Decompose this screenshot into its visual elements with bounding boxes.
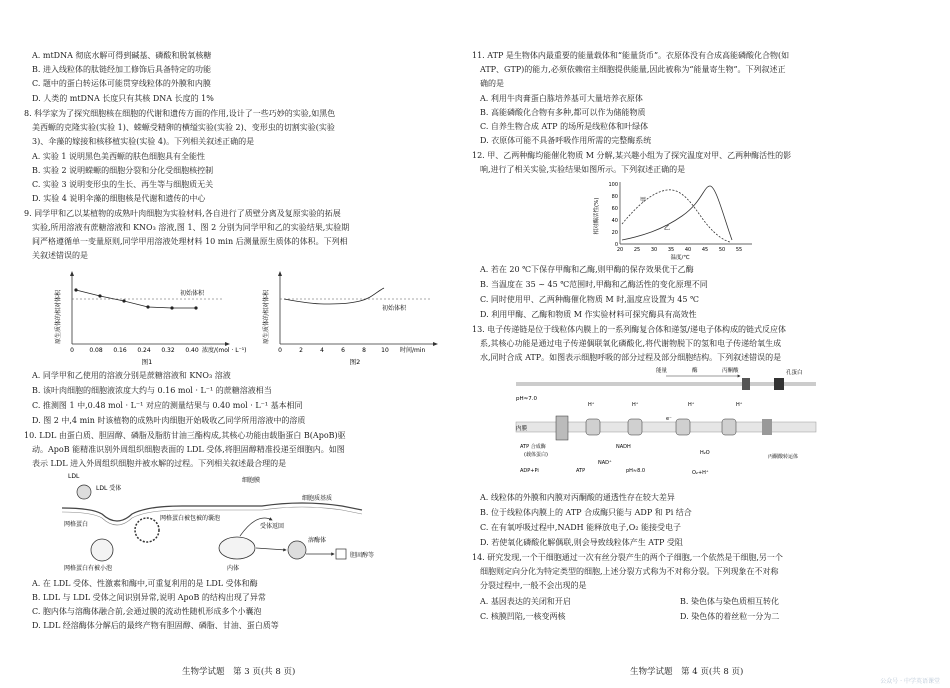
- q10-option-a: A. 在 LDL 受体、性激素和酶中,可重复利用的是 LDL 受体和酶: [32, 579, 258, 588]
- ph-outer-label: pH≈7.0: [516, 396, 537, 402]
- complex-4: [722, 419, 736, 435]
- h2o-label: H₂O: [700, 450, 710, 456]
- q8-stem-line-1: 8. 科学家为了探究细胞核在细胞的代谢和遗传方面的作用,设计了一些巧妙的实验,如黑色: [24, 109, 336, 118]
- q8-option-a: A. 实验 1 说明黑色美西螈的肤色细胞具有全能性: [32, 152, 206, 161]
- enzyme-a-curve: [622, 190, 730, 242]
- enzyme-xtick: 30: [650, 247, 658, 253]
- right-page-footer: 生物学试题 第 4 页(共 8 页): [630, 667, 744, 677]
- q10-stem-line-2: 动。ApoB 能精准识别外周组织细胞表面的 LDL 受体,将胆固醇精准投递至细胞内。如图: [32, 445, 345, 454]
- uncoated-label: 网格蛋白有被小泡: [64, 565, 113, 572]
- fig2-xtick: 6: [341, 347, 345, 354]
- enzyme-ytick: 40: [611, 218, 618, 224]
- q9-option-b: B. 该叶肉细胞的细胞液浓度大约与 0.16 mol · L⁻¹ 的蔗糖溶液相当: [32, 386, 272, 395]
- energy-label: 能量: [656, 368, 668, 374]
- fig2-ref-label: 初始体积: [382, 305, 407, 312]
- q14-option-d: D. 染色体的着丝粒一分为二: [680, 612, 780, 621]
- enzyme-ylabel: 相对酶活性(%): [594, 197, 600, 235]
- q11-stem-line-2: ATP、GTP)的能力,必须依赖宿主细胞提供能量,因此被称为“能量寄生物”。下列叙述正: [480, 65, 786, 74]
- fig1-caption: 图1: [141, 358, 153, 366]
- fig2-ylabel: 原生质体的相对体积: [263, 289, 270, 345]
- vesicle-label: 网格蛋白被包被的囊泡: [160, 515, 221, 522]
- pyruvate-label: 丙酮酸: [722, 368, 739, 374]
- nadh-label: NADH: [616, 444, 631, 450]
- matrix-label: 细胞质基质: [302, 495, 333, 502]
- inner-membrane-label: 内膜: [516, 426, 528, 432]
- fig1-point: [122, 299, 125, 302]
- watermark-text: 公众号 · 中学英语课堂: [880, 678, 940, 685]
- q7-option-a: A. mtDNA 彻底水解可得到碱基、磷酸和脱氧核糖: [32, 51, 212, 60]
- fig1-point: [74, 288, 77, 291]
- h-label: H⁺: [588, 402, 595, 408]
- complex-1: [586, 419, 600, 435]
- q11-option-a: A. 利用牛肉膏蛋白胨培养基可大量培养衣原体: [480, 94, 643, 103]
- q9-option-a: A. 同学甲和乙使用的溶液分别是蔗糖溶液和 KNO₃ 溶液: [32, 371, 231, 380]
- electron-transport-diagram: [516, 364, 866, 488]
- q10-stem-line-3: 表示 LDL 进入外周组织细胞并被水解的过程。下列相关叙述最合理的是: [32, 459, 287, 468]
- complex-2: [628, 419, 642, 435]
- lysosome-label: 溶酶体: [308, 537, 327, 544]
- q12-stem-line-1: 12. 甲、乙两种酶均能催化物质 M 分解,某兴趣小组为了探究温度对甲、乙两种酶活性的影: [472, 151, 792, 160]
- electron-label: e⁻: [666, 416, 672, 422]
- enzyme-xtick: 35: [667, 247, 675, 253]
- fig2-caption: 图2: [349, 358, 361, 366]
- carrier-label: (载体蛋白): [524, 452, 548, 458]
- enzyme-ytick: 100: [608, 182, 618, 188]
- enzyme-xtick: 45: [701, 247, 709, 253]
- q11-stem-line-1: 11. ATP 是生物体内最重要的能量载体和“能量货币”。衣原体没有合成高能磷酸化合物(如: [472, 51, 790, 60]
- outer-membrane: [516, 382, 816, 386]
- enzyme-xlabel: 温度/℃: [670, 255, 690, 261]
- membrane-enzyme: [742, 378, 750, 390]
- q10-option-c: C. 胞内体与溶酶体融合前,会通过膜的流动性随机形成多个小囊泡: [32, 607, 262, 616]
- q10-option-d: D. LDL 经溶酶体分解后的最终产物有胆固醇、磷脂、甘油、蛋白质等: [32, 621, 279, 630]
- fig2-xtick: 2: [299, 347, 303, 354]
- fig2-xtick: 8: [362, 347, 366, 354]
- q13-option-a: A. 线粒体的外膜和内膜对丙酮酸的通透性存在较大差异: [480, 493, 675, 502]
- atp-synthase-label: ATP 合成酶: [520, 444, 546, 450]
- clathrin-label: 网格蛋白: [64, 521, 89, 528]
- fig2-xtick: 10: [381, 347, 389, 354]
- enzyme-ytick: 0: [614, 242, 618, 248]
- q9-stem-line-4: 关叙述错误的是: [32, 251, 88, 260]
- fig1-point: [194, 306, 197, 309]
- lysosome: [288, 541, 306, 559]
- q12-option-d: D. 利用甲酶、乙酶和物质 M 作实验材料可探究酶具有高效性: [480, 310, 697, 319]
- enzyme-ytick: 60: [611, 206, 618, 212]
- pyruvate-transporter: [762, 419, 772, 435]
- enzyme-ytick: 80: [611, 194, 618, 200]
- fig1-ref-label: 初始体积: [180, 290, 205, 297]
- q9-option-c: C. 推测图 1 中,0.48 mol · L⁻¹ 对应的测量结果与 0.40 mol · L⁻¹ 基本相同: [32, 401, 303, 410]
- figure-2-chart: [260, 262, 450, 367]
- ldl-particle: [77, 485, 91, 499]
- nad-label: NAD⁺: [598, 460, 612, 466]
- fig2-xlabel: 时间/min: [400, 347, 426, 354]
- q14-option-b: B. 染色体与染色质相互转化: [680, 597, 779, 606]
- q14-stem-line-3: 分裂过程中,一般不会出现的是: [480, 581, 587, 590]
- fig2-xtick: 4: [320, 347, 324, 354]
- q8-option-d: D. 实验 4 说明伞藻的细胞核是代谢和遗传的中心: [32, 194, 206, 203]
- fig2-curve: [284, 288, 384, 304]
- cholesterol-label: 胆固醇等: [350, 552, 375, 559]
- enzyme-xtick: 25: [633, 247, 641, 253]
- o2-label: O₂+H⁺: [692, 470, 709, 476]
- enzyme-ytick: 20: [611, 230, 618, 236]
- fig1-xtick: 0.40: [185, 347, 199, 354]
- enzyme-xtick: 20: [616, 247, 624, 253]
- right-page-column: [472, 0, 910, 688]
- left-page-column: [24, 0, 462, 688]
- enzyme-b-label: 乙: [664, 225, 671, 232]
- q12-stem-line-2: 响,进行了相关实验,实验结果如图所示。下列叙述正确的是: [480, 165, 686, 174]
- enzyme-label: 酶: [692, 368, 698, 374]
- membrane-label: 细胞膜: [242, 477, 261, 484]
- q12-option-b: B. 当温度在 35 ~ 45 ℃范围时,甲酶和乙酶活性的变化原理不同: [480, 280, 708, 289]
- complex-3: [676, 419, 690, 435]
- fig1-xtick: 0.16: [113, 347, 127, 354]
- q13-stem-line-3: 水,同时合成 ATP。如图表示细胞呼吸的部分过程及部分细胞结构。下列叙述错误的是: [480, 353, 782, 362]
- pyruvate-carrier-label: 丙酮酸转运体: [768, 454, 799, 460]
- q11-option-d: D. 衣原体可能不具备呼吸作用所需的完整酶系统: [480, 136, 652, 145]
- h-label: H⁺: [736, 402, 743, 408]
- q9-stem-line-2: 实验,所用溶液有蔗糖溶液和 KNO₃ 溶液,图 1、图 2 分别为同学甲和乙的实验结果,实验期: [32, 223, 350, 232]
- atp-synthase: [556, 416, 568, 440]
- ldl-endocytosis-diagram: [62, 470, 402, 575]
- fig2-xtick: 0: [278, 347, 282, 354]
- q13-option-d: D. 若使氧化磷酸化解偶联,则会导致线粒体产生 ATP 受阻: [480, 538, 683, 547]
- q8-stem-line-2: 美西螈的克隆实验(实验 1)、蝾螈受精卵的横缢实验(实验 2)、变形虫的切割实验(实验: [32, 123, 335, 132]
- q14-option-c: C. 核膜凹陷,一核变两核: [480, 612, 566, 621]
- h-label: H⁺: [632, 402, 639, 408]
- fig1-point: [98, 294, 101, 297]
- uncoated-vesicle: [91, 539, 113, 561]
- adp-label: ADP+Pi: [520, 468, 539, 474]
- q7-option-c: C. 题中的蛋白转运体可能贯穿线粒体的外膜和内膜: [32, 79, 211, 88]
- ph-matrix-label: pH≈8.0: [626, 468, 646, 474]
- atp-label: ATP: [576, 468, 586, 474]
- fig1-ylabel: 原生质体的相对体积: [55, 289, 62, 345]
- q11-option-b: B. 高能磷酸化合物有多种,都可以作为储能物质: [480, 108, 646, 117]
- enzyme-a-label: 甲: [640, 197, 647, 204]
- fig1-xtick: 0.08: [89, 347, 103, 354]
- endosome-label: 内体: [227, 565, 240, 572]
- porin: [774, 378, 784, 390]
- q14-stem-line-1: 14. 研究发现,一个干细胞通过一次有丝分裂产生的两个子细胞,一个依然是干细胞,另一个: [472, 553, 783, 562]
- q11-stem-line-3: 确的是: [480, 79, 504, 88]
- ldl-label: LDL: [68, 473, 80, 480]
- ldl-receptor-label: LDL 受体: [96, 485, 122, 492]
- q14-option-a: A. 基因表达的关闭和开启: [480, 597, 571, 606]
- recycle-label: 受体返回: [260, 523, 285, 530]
- coated-vesicle: [135, 518, 159, 542]
- fig1-point: [170, 306, 173, 309]
- q13-option-b: B. 位于线粒体内膜上的 ATP 合成酶只能与 ADP 和 Pi 结合: [480, 508, 692, 517]
- q9-option-d: D. 图 2 中,4 min 时该植物的成熟叶肉细胞开始吸收乙同学所用溶液中的溶质: [32, 416, 306, 425]
- enzyme-activity-chart: [592, 178, 762, 260]
- q11-option-c: C. 自养生物合成 ATP 的场所是线粒体和叶绿体: [480, 122, 649, 131]
- fig1-xtick: 0: [70, 347, 74, 354]
- fig1-xtick: 0.24: [137, 347, 151, 354]
- figure-1-chart: [52, 262, 247, 367]
- q7-option-b: B. 进入线粒体的肽链经加工修饰后具备特定的功能: [32, 65, 211, 74]
- q10-stem-line-1: 10. LDL 由蛋白质、胆固醇、磷脂及脂肪甘油三酯构成,其核心功能由载脂蛋白 B(ApoB)驱: [24, 431, 346, 440]
- left-page-footer: 生物学试题 第 3 页(共 8 页): [182, 667, 296, 677]
- enzyme-xtick: 50: [718, 247, 726, 253]
- fig1-xlabel: 浓度/(mol · L⁻¹): [202, 347, 247, 354]
- q12-option-a: A. 若在 20 ℃下保存甲酶和乙酶,则甲酶的保存效果优于乙酶: [480, 265, 694, 274]
- fig1-xtick: 0.32: [161, 347, 175, 354]
- q7-option-d: D. 人类的 mtDNA 长度只有其核 DNA 长度的 1%: [32, 94, 214, 103]
- h-label: H⁺: [688, 402, 695, 408]
- q13-stem-line-1: 13. 电子传递链是位于线粒体内膜上的一系列酶复合体和递氢/递电子体构成的链式反应体: [472, 325, 786, 334]
- q9-stem-line-3: 间严格遵循单一变量原则,同学甲用溶液处理材料 10 min 后测量原生质体的体积。下列相: [32, 237, 348, 246]
- porin-label: 孔蛋白: [786, 370, 803, 376]
- enzyme-xtick: 55: [735, 247, 743, 253]
- q8-stem-line-3: 3)、伞藻的嫁接和核移植实验(实验 4)。下列相关叙述正确的是: [32, 137, 255, 146]
- fig1-point: [146, 305, 149, 308]
- q10-option-b: B. LDL 与 LDL 受体之间识别异常,说明 ApoB 的结构出现了异常: [32, 593, 266, 602]
- q9-stem-line-1: 9. 同学甲和乙以某植物的成熟叶肉细胞为实验材料,各自进行了质壁分离及复原实验的拓展: [24, 209, 341, 218]
- q8-option-c: C. 实验 3 说明变形虫的生长、再生等与细胞质无关: [32, 180, 214, 189]
- q13-stem-line-2: 系,其核心功能是通过电子传递偶联氧化磷酸化,将代谢物脱下的氢和电子传递给氧生成: [480, 339, 782, 348]
- endosome: [219, 537, 255, 559]
- q12-option-c: C. 同时使用甲、乙两种酶催化物质 M 时,温度应设置为 45 ℃: [480, 295, 699, 304]
- q14-stem-line-2: 细胞则定向分化为特定类型的细胞,上述分裂方式称为不对称分裂。下列现象在不对称: [480, 567, 779, 576]
- q13-option-c: C. 在有氧呼吸过程中,NADH 能释放电子,O₂ 能接受电子: [480, 523, 682, 532]
- enzyme-b-curve: [622, 186, 732, 240]
- q8-option-b: B. 实验 2 说明蝾螈的细胞分裂和分化受细胞核控制: [32, 166, 214, 175]
- enzyme-xtick: 40: [684, 247, 692, 253]
